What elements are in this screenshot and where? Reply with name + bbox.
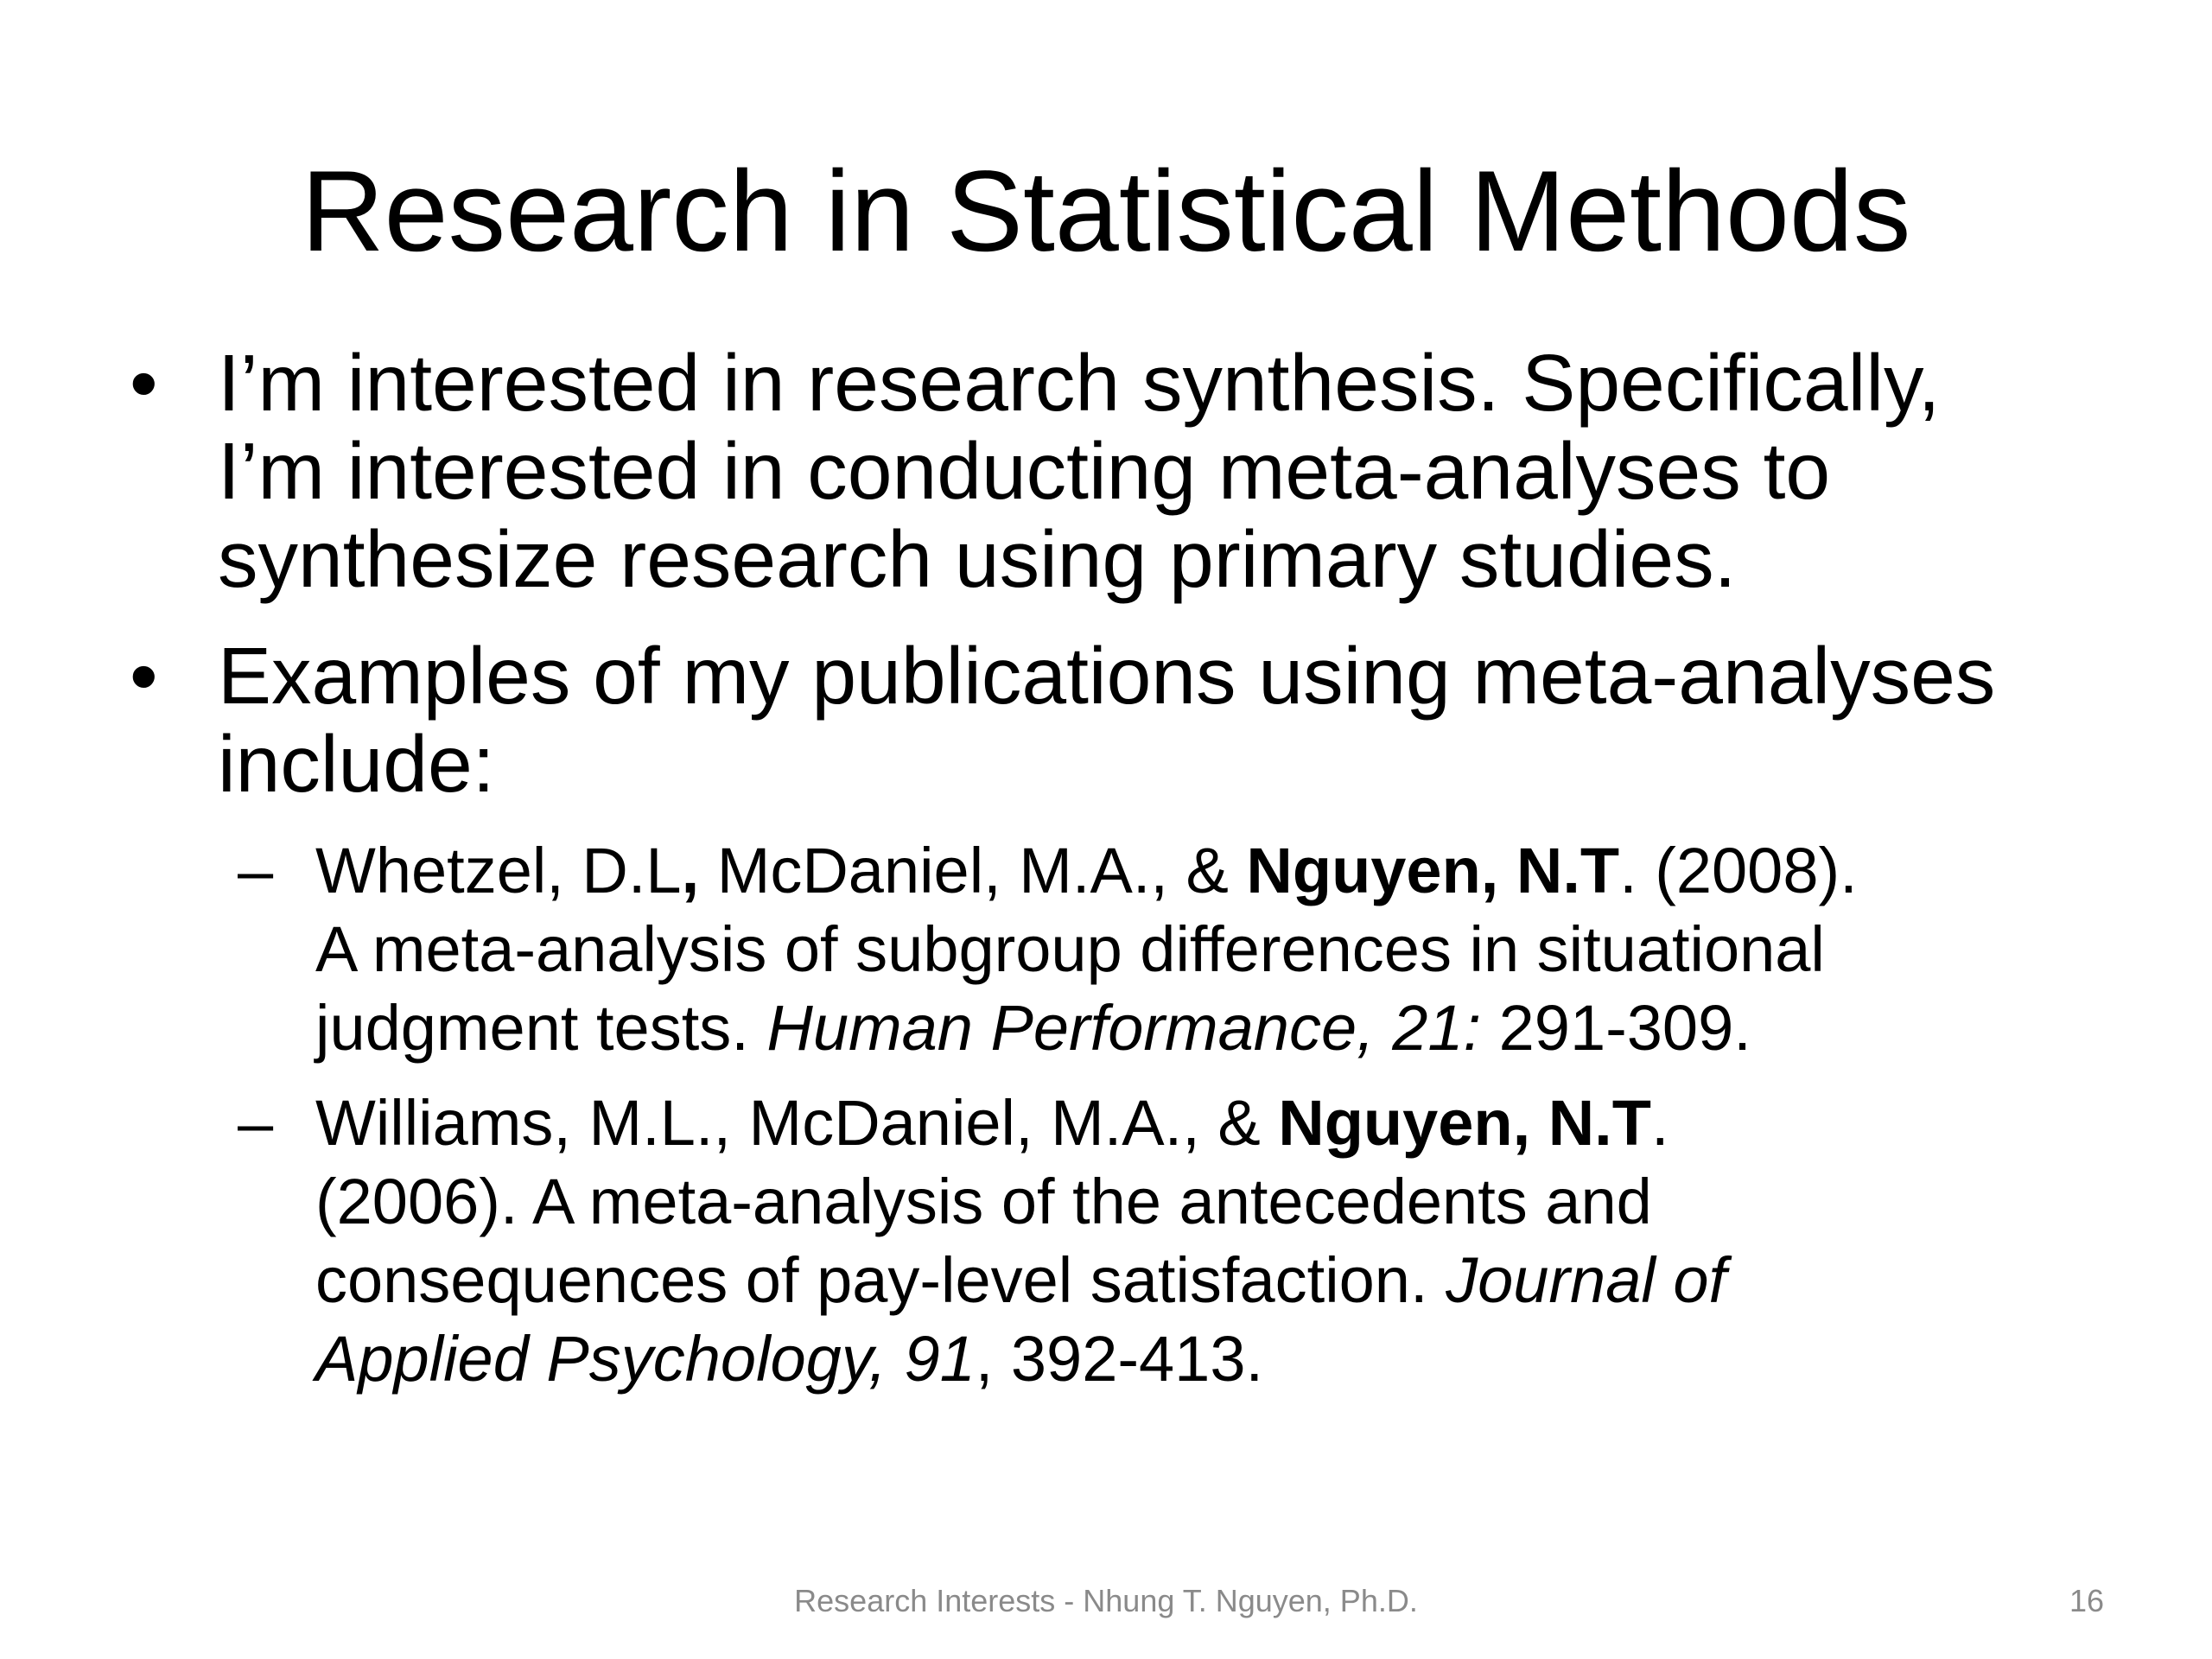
bullet-text-line: synthesize research using primary studies. (218, 514, 1737, 604)
journal-name: Applied Psychology, 91 (315, 1323, 976, 1395)
bullet-text-line: include: (218, 719, 495, 809)
reference-line: (2006). A meta-analysis of the antecedents and (315, 1166, 1652, 1237)
bullet-text-line: Examples of my publications using meta-analyses (218, 631, 1996, 721)
reference-whetzel-2008 (238, 831, 2139, 1067)
journal-name: Journal of (1446, 1244, 1727, 1316)
page-number: 16 (2069, 1583, 2104, 1618)
reference-line: judgment tests. Human Performance, 21: 291-309. (315, 992, 1751, 1064)
reference-line: Williams, M.L., McDaniel, M.A., & Nguyen, N.T. (315, 1087, 1669, 1159)
sub-bullet-marker: – (238, 835, 274, 906)
bullet-text-line: I’m interested in conducting meta-analyses to (218, 426, 1831, 516)
reference-line: Whetzel, D.L, McDaniel, M.A., & Nguyen, N.T. (2008). (315, 835, 1858, 906)
bullet-marker: • (130, 631, 158, 721)
reference-williams-2006 (238, 1084, 2139, 1398)
bullet-text-line: I’m interested in research synthesis. Specifically, (218, 338, 1941, 428)
author-highlight: Nguyen, N.T (1246, 835, 1620, 906)
reference-line: consequences of pay-level satisfaction. Journal of (315, 1244, 1727, 1316)
bullet-publications (130, 632, 2117, 808)
slide-title: Research in Statistical Methods (301, 148, 1911, 276)
bullet-research-synthesis (130, 339, 2117, 603)
author-highlight: Nguyen, N.T (1278, 1087, 1651, 1159)
reference-line: A meta-analysis of subgroup differences in situational (315, 913, 1825, 985)
reference-line: Applied Psychology, 91, 392-413. (315, 1323, 1264, 1395)
slide-footer: Research Interests - Nhung T. Nguyen, Ph.D. (794, 1583, 1418, 1618)
sub-bullet-marker: – (238, 1087, 274, 1159)
bullet-marker: • (130, 338, 158, 428)
journal-name: Human Performance, 21: (766, 992, 1482, 1064)
